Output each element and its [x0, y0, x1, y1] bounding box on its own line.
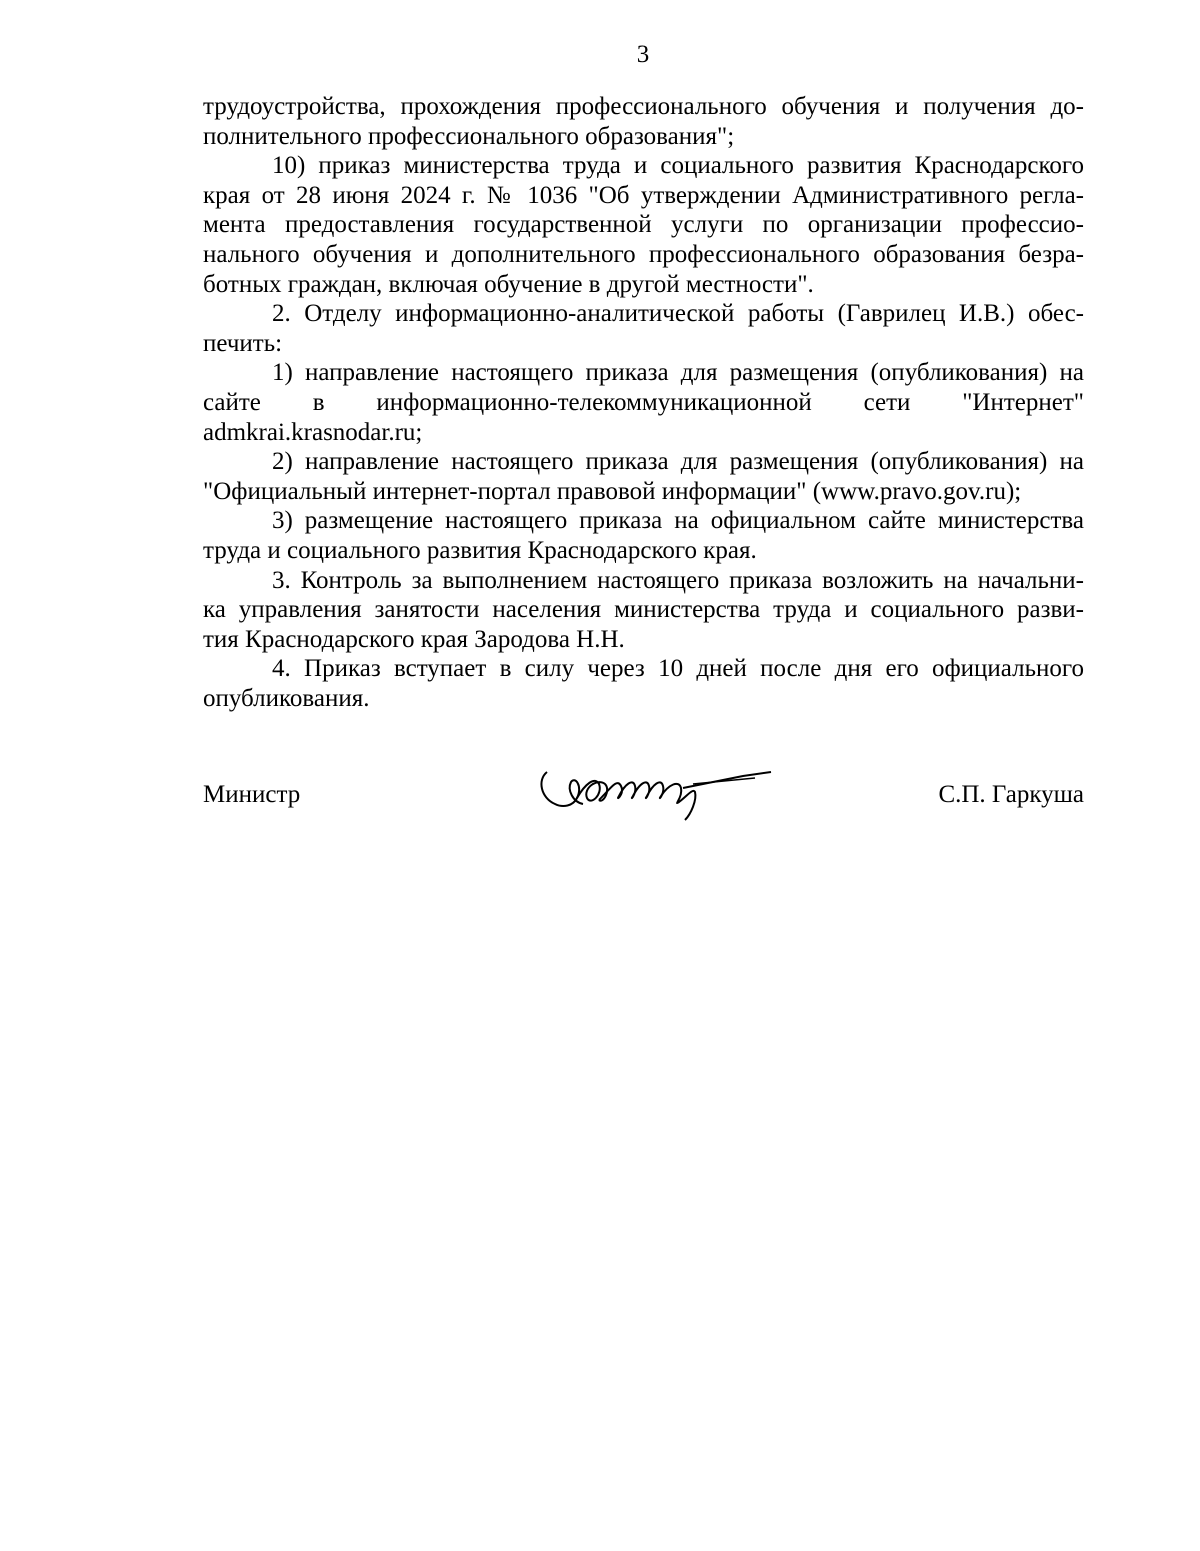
body-line: труда и социального развития Краснодарского края.: [203, 536, 757, 564]
body-line: трудоустройства, прохождения профессионального обучения и получения до-: [203, 93, 1084, 120]
body-line: тия Краснодарского края Зародова Н.Н.: [203, 625, 625, 653]
body-line: ботных граждан, включая обучение в другой местности".: [203, 270, 814, 298]
body-line: 2) направление настоящего приказа для размещения (опубликования) на: [272, 448, 1084, 476]
signatory-title: Министр: [203, 781, 301, 808]
body-line: 1) направление настоящего приказа для размещения (опубликования) на: [272, 359, 1084, 387]
body-line: сайте в информационно-телекоммуникационной сети "Интернет": [203, 388, 1084, 416]
body-line: опубликования.: [203, 684, 370, 712]
body-line: 3) размещение настоящего приказа на официальном сайте министерства: [272, 507, 1084, 535]
body-line: нального обучения и дополнительного профессионального образования безра-: [203, 240, 1084, 268]
body-line: ка управления занятости населения министерства труда и социального разви-: [203, 596, 1084, 624]
body-line: 3. Контроль за выполнением настоящего приказа возложить на начальни-: [272, 566, 1084, 594]
signature-block: [203, 758, 1084, 828]
body-line: 10) приказ министерства труда и социального развития Краснодарского: [272, 152, 1084, 180]
document-body: [203, 92, 1084, 713]
signatory-name: С.П. Гаркуша: [938, 781, 1084, 808]
handwritten-signature: [533, 758, 783, 824]
body-line: печить:: [203, 329, 283, 357]
body-line: мента предоставления государственной услуги по организации профессио-: [203, 211, 1084, 239]
body-line: полнительного профессионального образования";: [203, 122, 735, 150]
body-line: "Официальный интернет-портал правовой информации" (www.pravo.gov.ru);: [203, 477, 1022, 505]
body-line: admkrai.krasnodar.ru;: [203, 418, 423, 446]
page-number: 3: [636, 41, 650, 68]
body-line: 4. Приказ вступает в силу через 10 дней после дня его официального: [272, 655, 1084, 683]
body-line: края от 28 июня 2024 г. № 1036 "Об утверждении Административного регла-: [203, 181, 1084, 209]
body-line: 2. Отделу информационно-аналитической работы (Гаврилец И.В.) обес-: [272, 300, 1084, 328]
